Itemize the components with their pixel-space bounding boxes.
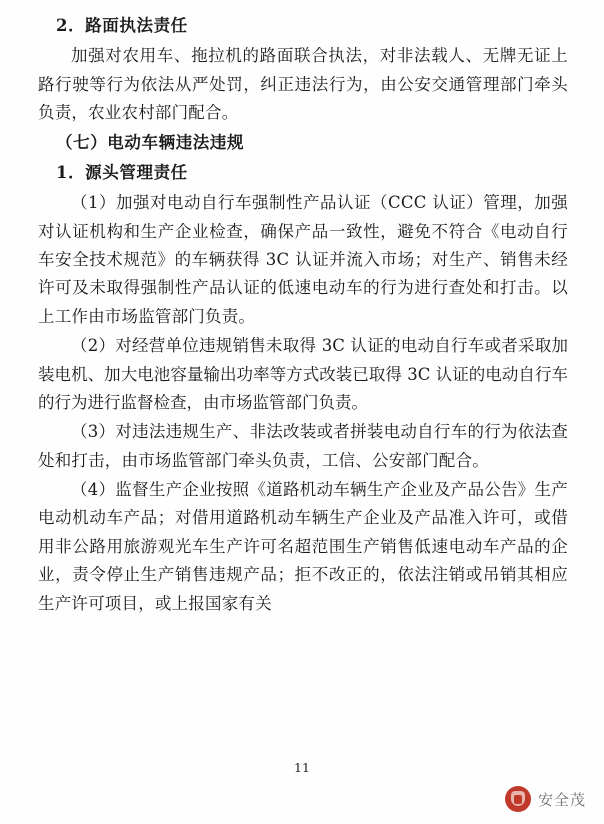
section-heading: 2．路面执法责任 <box>56 16 188 35</box>
body-paragraph: （4）监督生产企业按照《道路机动车辆生产企业及产品公告》生产电动机动车产品；对借用道路机动车辆生产企业及产品准入许可，或借用非公路用旅游观光车生产许可名超范围生产销售低速电动车产品的企业，责令停止生产销售违规产品；拒不改正的，依法注销或吊销其相应生产许可项目，或上报国家有关 <box>38 480 568 613</box>
section-heading: （七）电动车辆违法违规 <box>56 132 245 152</box>
watermark <box>505 786 586 812</box>
watermark-label: 安全茂 <box>537 790 586 809</box>
body-paragraph: （2）对经营单位违规销售未取得 3C 认证的电动自行车或者采取加装电机、加大电池容量输出功率等方式改装已取得 3C 认证的电动自行车的行为进行监督检查，由市场监管部门负责。 <box>38 336 568 412</box>
body-paragraph: （1）加强对电动自行车强制性产品认证（CCC 认证）管理，加强对认证机构和生产企业检查，确保产品一致性，避免不符合《电动自行车安全技术规范》的车辆获得 3C 认证并流入市场；对生产、销售未经许可及未取得强制性产品认证的低速电动车的行为进行查处和打击。以上工作由市场监管部门负责。 <box>38 193 568 326</box>
document-body <box>38 12 568 619</box>
watermark-logo-icon <box>505 786 531 812</box>
section-heading: 1．源头管理责任 <box>56 162 188 182</box>
page-number: 11 <box>294 760 310 775</box>
body-paragraph: （3）对违法违规生产、非法改装或者拼装电动自行车的行为依法查处和打击，由市场监管部门牵头负责，工信、公安部门配合。 <box>38 422 568 470</box>
body-paragraph: 加强对农用车、拖拉机的路面联合执法，对非法载人、无牌无证上路行驶等行为依法从严处罚，纠正违法行为，由公安交通管理部门牵头负责，农业农村部门配合。 <box>38 46 568 123</box>
